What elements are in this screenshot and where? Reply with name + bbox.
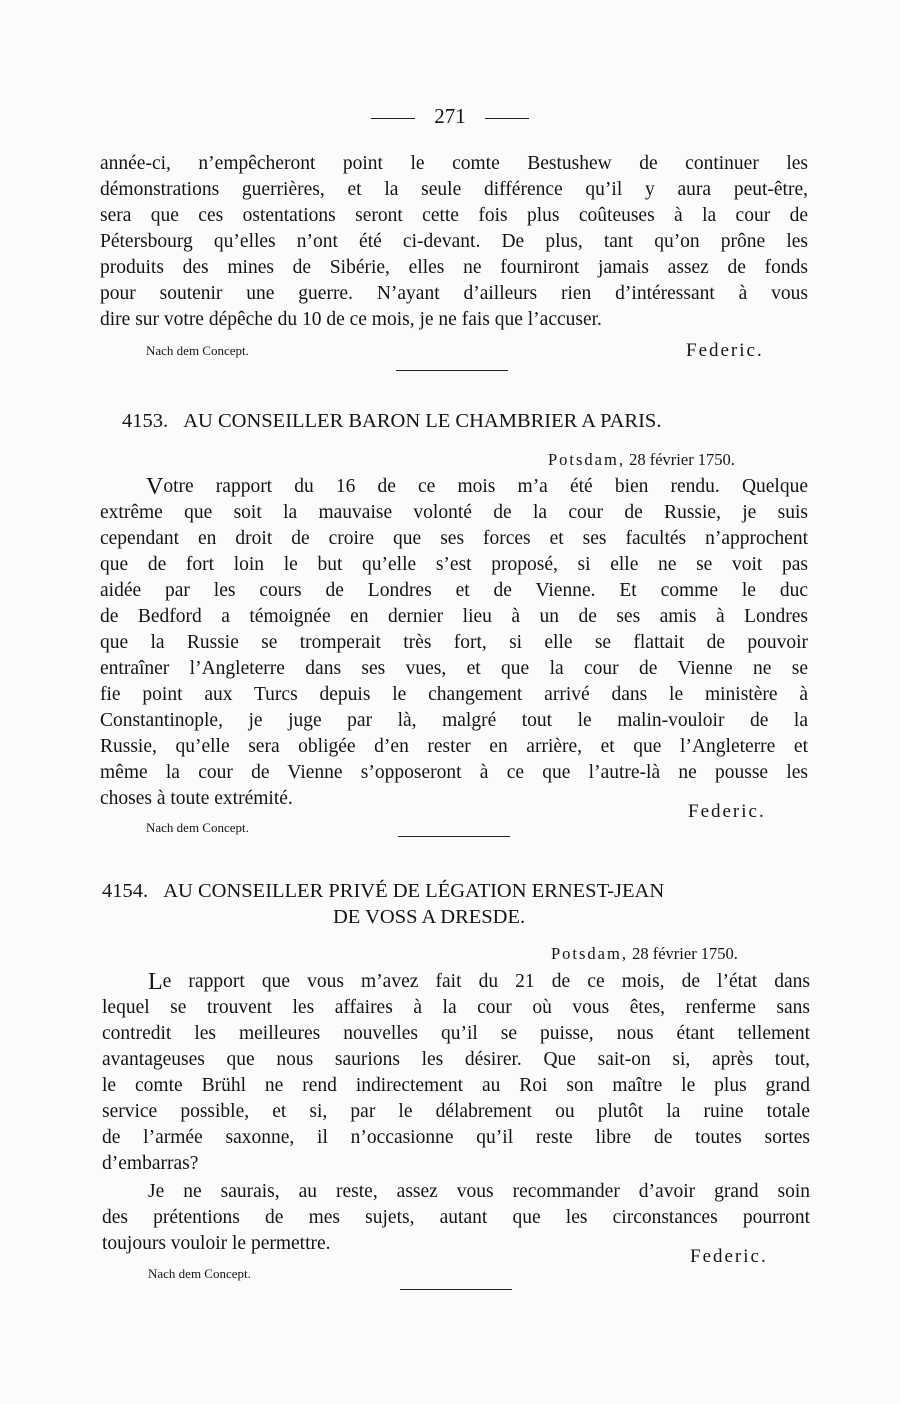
text-line: avantageuses que nous saurions les désirer. Que sait-on si, après tout, [102,1049,810,1070]
dateline [548,450,735,470]
signature: Federic. [688,801,766,822]
text-line: Constantinople, je juge par là, malgré tout le malin-vouloir de la [100,710,808,731]
text-line: Russie, qu’elle sera obligée d’en rester en arrière, et que l’Angleterre et [100,736,808,757]
text-line: cependant en droit de croire que ses forces et ses facultés n’approchent [100,528,808,549]
letter-number: 4154. [102,880,149,902]
letter-heading-4153 [122,410,661,433]
text-line: dire sur votre dépêche du 10 de ce mois, je ne fais que l’accuser. [100,309,602,330]
text-line: même la cour de Vienne s’opposeront à ce que l’autre-là ne pousse les [100,762,808,783]
text-line: e rapport que vous m’avez fait du 21 de ce mois, de l’état dans [162,971,810,992]
text-line: pour soutenir une guerre. N’ayant d’ailleurs rien d’intéressant à vous [100,283,808,304]
source-note: Nach dem Concept. [148,1266,251,1281]
text-line: choses à toute extrémité. [100,788,293,809]
text-line: de Bedford a témoignée en dernier lieu à un de ses amis à Londres [100,606,808,627]
source-note: Nach dem Concept. [146,343,249,358]
section-divider [398,836,510,837]
letter-4154-para1 [102,969,810,1177]
text-line: démonstrations guerrières, et la seule différence qu’il y aura peut-être, [100,179,808,200]
initial-letter: V [146,474,164,500]
page-number-dash-left [371,118,415,119]
text-line: otre rapport du 16 de ce mois m’a été bien rendu. Quelque [163,476,808,497]
text-line: Pétersbourg qu’elles n’ont été ci-devant. De plus, tant qu’on prône les [100,231,808,252]
text-line: année-ci, n’empêcheront point le comte Bestushew de continuer les [100,153,808,174]
text-line: toujours vouloir le permettre. [102,1233,331,1254]
text-line: contredit les meilleures nouvelles qu’il se puisse, nous étant tellement [102,1023,810,1044]
previous-letter-body [100,151,808,333]
dateline-date: 28 février 1750. [632,944,738,963]
text-line: produits des mines de Sibérie, elles ne fourniront jamais assez de fonds [100,257,808,278]
text-line: extrême que soit la mauvaise volonté de la cour de Russie, je suis [100,502,808,523]
section-divider [396,370,508,371]
page-number: 271 [434,104,466,128]
text-line: lequel se trouvent les affaires à la cour où vous êtes, renferme sans [102,997,810,1018]
letter-4153-body [100,474,808,812]
text-line: que la Russie se tromperait très fort, si elle se flattait de pouvoir [100,632,808,653]
dateline-date: 28 février 1750. [629,450,735,469]
letter-heading-4154 [102,880,664,903]
text-line: Je ne saurais, au reste, assez vous recommander d’avoir grand soin [148,1181,810,1202]
text-line-first [100,474,808,500]
source-note: Nach dem Concept. [146,820,249,835]
text-line: de l’armée saxonne, il n’occasionne qu’il reste libre de toutes sortes [102,1127,810,1148]
page-number-dash-right [485,118,529,119]
letter-title: AU CONSEILLER BARON LE CHAMBRIER A PARIS. [183,410,662,432]
text-line: le comte Brühl ne rend indirectement au Roi son maître le plus grand [102,1075,810,1096]
letter-title-line2: DE VOSS A DRESDE. [333,906,526,928]
text-line: service possible, et si, par le délabrement ou plutôt la ruine totale [102,1101,810,1122]
text-line: fie point aux Turcs depuis le changement arrivé dans le ministère à [100,684,808,705]
text-line: aidée par les cours de Londres et de Vienne. Et comme le duc [100,580,808,601]
dateline-place: Potsdam, [548,450,625,469]
section-divider [400,1289,512,1290]
text-line: que de fort loin le but qu’elle s’est proposé, si elle ne se voit pas [100,554,808,575]
dateline-place: Potsdam, [551,944,628,963]
letter-title-line1: AU CONSEILLER PRIVÉ DE LÉGATION ERNEST-JEAN [163,880,665,902]
text-line: d’embarras? [102,1153,199,1174]
signature: Federic. [690,1246,768,1267]
text-line-first [102,969,810,995]
text-line: entraîner l’Angleterre dans ses vues, et que la cour de Vienne ne se [100,658,808,679]
letter-number: 4153. [122,410,169,432]
initial-letter: L [148,969,163,995]
text-line: des prétentions de mes sujets, autant que les circonstances pourront [102,1207,810,1228]
signature: Federic. [686,340,764,361]
text-line: sera que ces ostentations seront cette fois plus coûteuses à la cour de [100,205,808,226]
dateline [551,944,738,964]
page-number-line [0,104,900,129]
